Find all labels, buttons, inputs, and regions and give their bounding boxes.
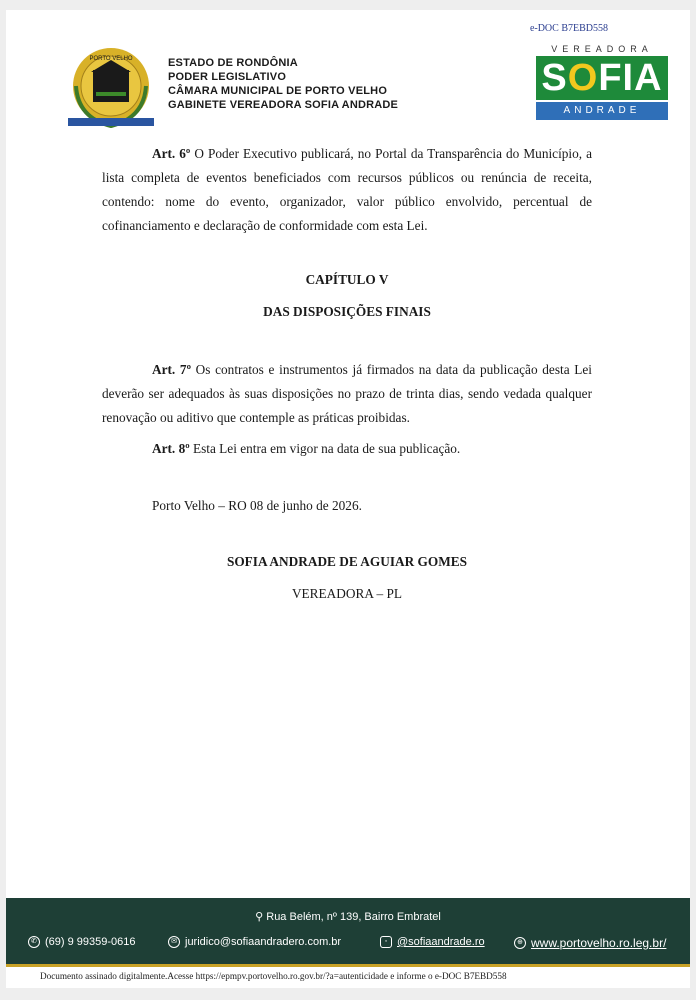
logo-top-text: VEREADORA (551, 44, 653, 54)
porto-velho-seal (60, 40, 162, 140)
instagram-icon: ◦ (380, 936, 392, 948)
logo-bottom-text: ANDRADE (536, 102, 668, 120)
footer-instagram[interactable]: ◦ @sofiaandrade.ro (380, 936, 485, 948)
location-pin-icon: ⚲ (255, 911, 267, 923)
footer-phone: ✆ (69) 9 99359-0616 (28, 936, 136, 948)
place-date: Porto Velho – RO 08 de junho de 2026. (152, 498, 362, 513)
article-7 (102, 358, 592, 430)
article-6 (102, 142, 592, 238)
edoc-code: e-DOC B7EBD558 (529, 23, 608, 34)
article-8-text: Esta Lei entra em vigor na data de sua publicação. (189, 441, 461, 456)
footer-email[interactable]: ✉ juridico@sofiaandradero.com.br (168, 936, 341, 948)
chapter-subtitle: DAS DISPOSIÇÕES FINAIS (263, 304, 431, 319)
digital-signature-note: Documento assinado digitalmente.Acesse https://epmpv.portovelho.ro.gov.br/?a=autenticidade e informe o e-DOC B7EBD558 (40, 971, 507, 981)
document-page (6, 10, 690, 988)
email-icon: ✉ (168, 936, 180, 948)
globe-icon: ⊕ (514, 937, 526, 949)
signatory-role: VEREADORA – PL (291, 586, 403, 601)
header-state: ESTADO DE RONDÔNIA (168, 57, 298, 69)
footer-website[interactable]: ⊕ www.portovelho.ro.leg.br/ (514, 936, 666, 950)
footer-address: ⚲ Rua Belém, nº 139, Bairro Embratel (255, 911, 441, 923)
header-text (168, 56, 398, 112)
footer-accent-line (6, 964, 690, 967)
chapter-title: CAPÍTULO V (305, 272, 389, 287)
whatsapp-icon: ✆ (28, 936, 40, 948)
footer-bar (6, 898, 690, 964)
header-chamber: CÂMARA MUNICIPAL DE PORTO VELHO (168, 85, 388, 97)
sofia-andrade-logo (536, 42, 668, 126)
article-6-text: O Poder Executivo publicará, no Portal da Transparência do Município, a lista completa de eventos beneficiados com recursos públicos ou renúncia de receita, contendo: nome do evento, organizador, valor público envolvido, percentual de cofinanciamento e declaração de conformidade com esta Lei. (102, 146, 592, 233)
logo-main-text: SOFIA (536, 56, 668, 100)
article-8-label: Art. 8º (152, 441, 190, 456)
signatory-name: SOFIA ANDRADE DE AGUIAR GOMES (226, 554, 468, 569)
header-office: GABINETE VEREADORA SOFIA ANDRADE (168, 99, 399, 111)
article-7-text: Os contratos e instrumentos já firmados na data da publicação desta Lei deverão ser adequados às suas disposições no prazo de trinta dias, sendo vedada qualquer renovação ou aditivo que contemple as práticas proibidas. (102, 362, 592, 425)
header-power: PODER LEGISLATIVO (168, 71, 287, 83)
article-7-label: Art. 7º (152, 362, 191, 377)
svg-text:PORTO VELHO: PORTO VELHO (89, 56, 133, 62)
article-6-label: Art. 6º (152, 146, 191, 161)
article-8 (102, 437, 592, 461)
